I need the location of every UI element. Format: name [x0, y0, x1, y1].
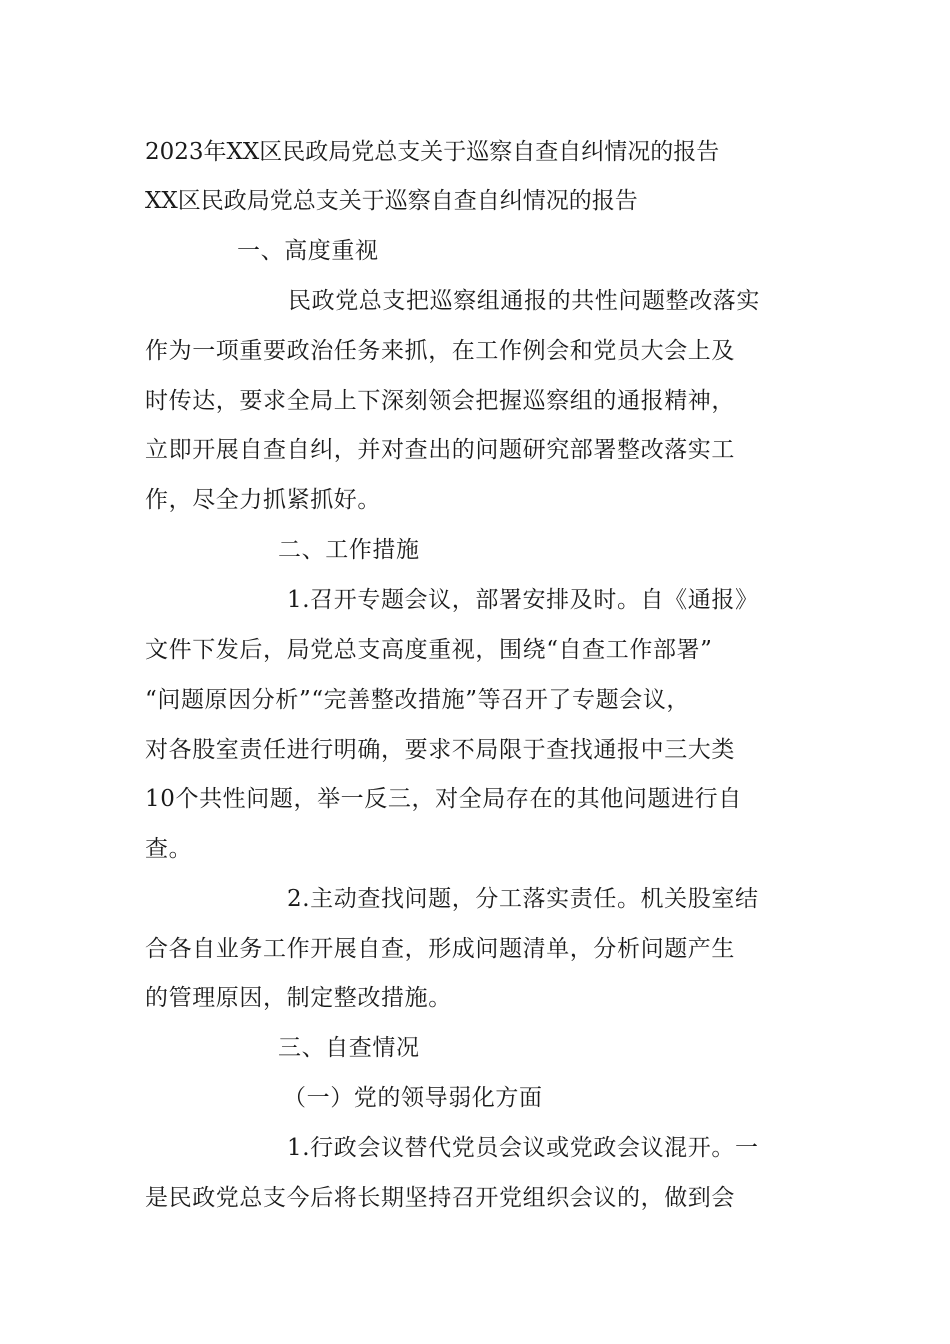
section-2-item-1-line: 文件下发后，局党总支高度重视，围绕“自查工作部署”: [145, 637, 713, 663]
section-3-heading: 三、自查情况: [278, 1035, 420, 1061]
section-1-paragraph-line: 作，尽全力抓紧抓好。: [145, 487, 381, 513]
section-2-item-1-line: 10个共性问题，举一反三，对全局存在的其他问题进行自: [145, 786, 742, 812]
document-subtitle: XX区民政局党总支关于巡察自查自纠情况的报告: [145, 188, 638, 214]
section-1-paragraph-line: 立即开展自查自纠，并对查出的问题研究部署整改落实工: [145, 437, 735, 463]
section-2-heading: 二、工作措施: [278, 537, 420, 563]
section-2-item-1-line: 1.召开专题会议，部署安排及时。自《通报》: [287, 587, 759, 613]
section-2-item-1-line: 对各股室责任进行明确，要求不局限于查找通报中三大类: [145, 737, 735, 763]
section-2-item-2-line: 2.主动查找问题，分工落实责任。机关股室结: [287, 886, 759, 912]
document-title: 2023年XX区民政局党总支关于巡察自查自纠情况的报告: [145, 139, 720, 165]
section-1-paragraph-line: 时传达，要求全局上下深刻领会把握巡察组的通报精神，: [145, 388, 735, 414]
section-1-paragraph-line: 民政党总支把巡察组通报的共性问题整改落实: [288, 288, 760, 314]
section-3-subheading: （一）党的领导弱化方面: [283, 1085, 543, 1111]
section-3-item-1-line: 1.行政会议替代党员会议或党政会议混开。一: [287, 1135, 759, 1161]
section-2-item-1-line: 查。: [145, 836, 193, 862]
section-1-heading: 一、高度重视: [237, 238, 379, 264]
section-2-item-2-line: 合各自业务工作开展自查，形成问题清单，分析问题产生: [145, 936, 735, 962]
section-1-paragraph-line: 作为一项重要政治任务来抓，在工作例会和党员大会上及: [145, 338, 735, 364]
section-2-item-1-line: “问题原因分析”“完善整改措施”等召开了专题会议，: [145, 687, 691, 713]
section-3-item-1-line: 是民政党总支今后将长期坚持召开党组织会议的，做到会: [145, 1185, 735, 1211]
section-2-item-2-line: 的管理原因，制定整改措施。: [145, 985, 452, 1011]
